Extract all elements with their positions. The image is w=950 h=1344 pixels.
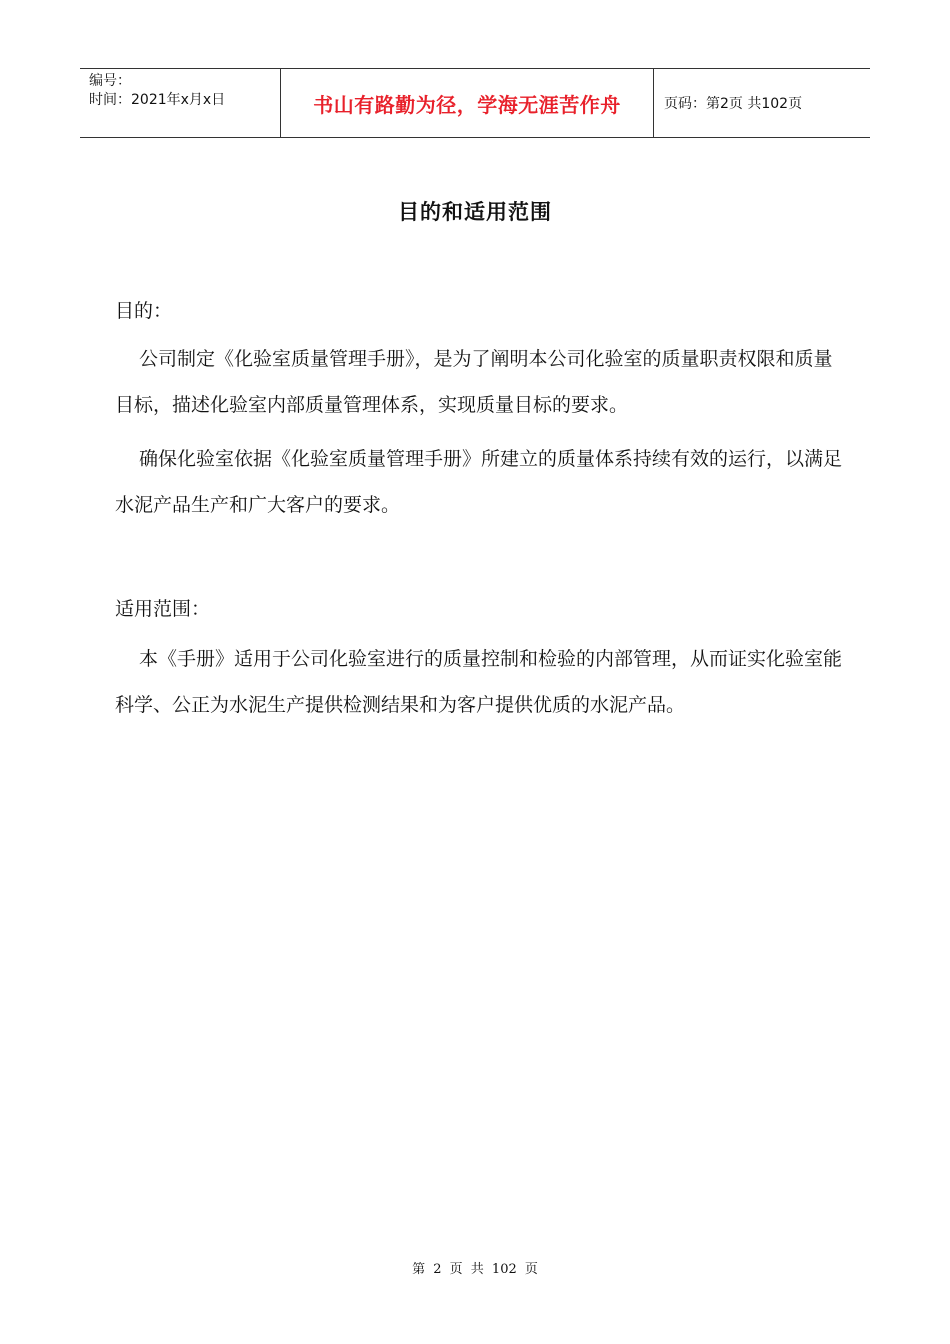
page-info: 页码：第2页 共102页 <box>664 96 803 112</box>
purpose-heading: 目的： <box>115 300 173 322</box>
motto-text: 书山有路勤为径，学海无涯苦作舟 <box>313 92 621 117</box>
time-label: 时间：2021年x月x日 <box>89 92 226 108</box>
header-table <box>80 68 870 138</box>
scope-paragraph-1: 本《手册》适用于公司化验室进行的质量控制和检验的内部管理，从而证实化验室能科学、公正为水泥生产提供检测结果和为客户提供优质的水泥产品。 <box>115 648 843 716</box>
header-middle-cell <box>281 69 654 137</box>
purpose-paragraph-2: 确保化验室依据《化验室质量管理手册》所建立的质量体系持续有效的运行，以满足水泥产品生产和广大客户的要求。 <box>115 448 843 516</box>
number-label: 编号： <box>89 73 131 89</box>
header-right-cell <box>654 69 870 137</box>
header-left-cell <box>80 69 281 137</box>
page-title: 目的和适用范围 <box>398 200 552 224</box>
purpose-paragraph-1: 公司制定《化验室质量管理手册》，是为了阐明本公司化验室的质量职责权限和质量目标，描述化验室内部质量管理体系，实现质量目标的要求。 <box>115 348 833 416</box>
scope-heading: 适用范围： <box>115 598 211 620</box>
footer-page-number: 第 2 页 共 102 页 <box>412 1262 538 1277</box>
